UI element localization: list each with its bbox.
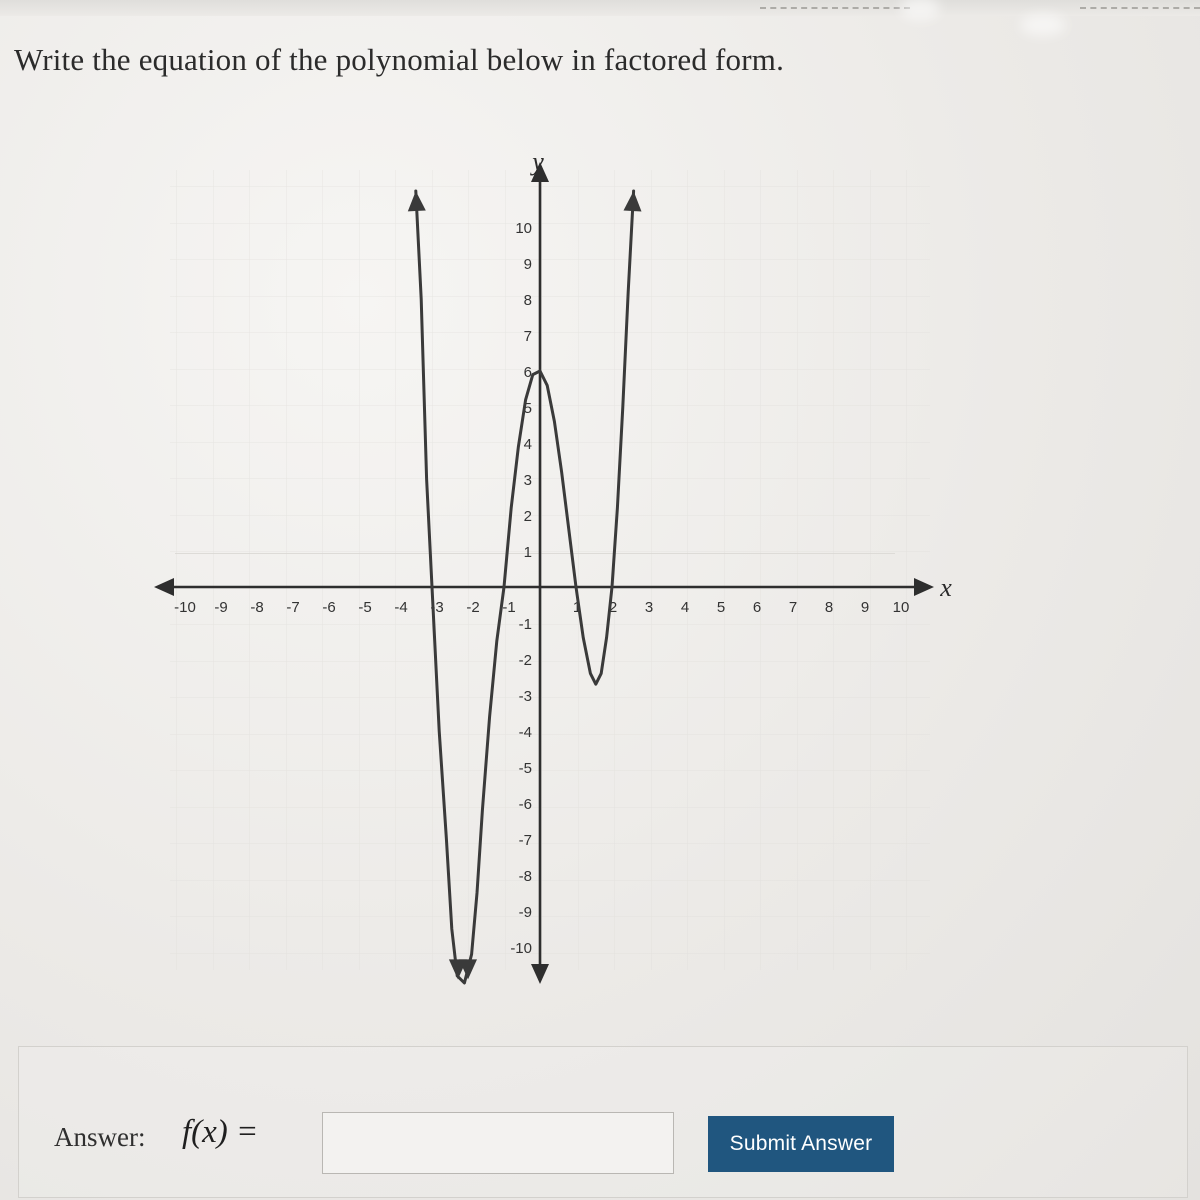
svg-text:-5: -5: [358, 599, 372, 616]
svg-text:-6: -6: [322, 599, 336, 616]
svg-text:7: 7: [523, 328, 532, 345]
svg-text:4: 4: [680, 599, 690, 616]
answer-label: Answer:: [54, 1122, 146, 1152]
svg-text:4: 4: [523, 436, 532, 453]
svg-text:8: 8: [824, 599, 834, 616]
svg-text:2: 2: [523, 508, 532, 525]
svg-text:9: 9: [523, 256, 532, 273]
svg-text:-8: -8: [250, 599, 264, 616]
svg-text:6: 6: [752, 599, 762, 616]
graph-svg: [140, 150, 960, 1000]
svg-text:-1: -1: [518, 616, 532, 633]
svg-text:9: 9: [860, 599, 870, 616]
svg-text:10: 10: [515, 220, 532, 237]
svg-text:-9: -9: [214, 599, 228, 616]
svg-text:-1: -1: [502, 599, 516, 616]
svg-text:10: 10: [892, 599, 910, 616]
svg-text:7: 7: [788, 599, 798, 616]
svg-text:-2: -2: [466, 599, 480, 616]
x-axis-arrow-left: [154, 578, 174, 596]
submit-answer-button[interactable]: Submit Answer: [708, 1116, 894, 1172]
svg-text:2: 2: [608, 599, 618, 616]
function-notation-label: f(x) =: [182, 1114, 259, 1150]
svg-text:-8: -8: [518, 868, 532, 885]
dashed-line-left: [760, 7, 910, 9]
polynomial-graph: [140, 150, 960, 1000]
dashed-line-right: [1080, 7, 1200, 9]
svg-text:3: 3: [523, 472, 532, 489]
y-axis-label: y: [532, 150, 544, 176]
svg-text:5: 5: [523, 400, 532, 417]
glare-spot-2: [1020, 14, 1066, 36]
svg-text:-5: -5: [518, 760, 532, 777]
svg-text:-9: -9: [518, 904, 532, 921]
answer-input[interactable]: [322, 1112, 674, 1174]
page-top-band: [0, 0, 1200, 16]
svg-text:-10: -10: [174, 599, 196, 616]
svg-text:-2: -2: [518, 652, 532, 669]
svg-text:-6: -6: [518, 796, 532, 813]
graph-gridlines: [170, 170, 930, 970]
svg-text:-4: -4: [518, 724, 532, 741]
svg-text:6: 6: [523, 364, 532, 381]
x-axis-label: x: [940, 573, 952, 602]
svg-text:5: 5: [716, 599, 726, 616]
svg-text:-10: -10: [510, 940, 532, 957]
svg-text:1: 1: [523, 544, 532, 561]
svg-text:3: 3: [644, 599, 654, 616]
y-axis-arrow-bottom: [531, 964, 549, 984]
svg-text:-7: -7: [518, 832, 532, 849]
svg-text:8: 8: [523, 292, 532, 309]
svg-text:-3: -3: [430, 599, 444, 616]
svg-text:-7: -7: [286, 599, 300, 616]
svg-text:-3: -3: [518, 688, 532, 705]
svg-text:1: 1: [572, 599, 582, 616]
question-text: Write the equation of the polynomial below in factored form.: [14, 42, 785, 77]
svg-text:-4: -4: [394, 599, 408, 616]
